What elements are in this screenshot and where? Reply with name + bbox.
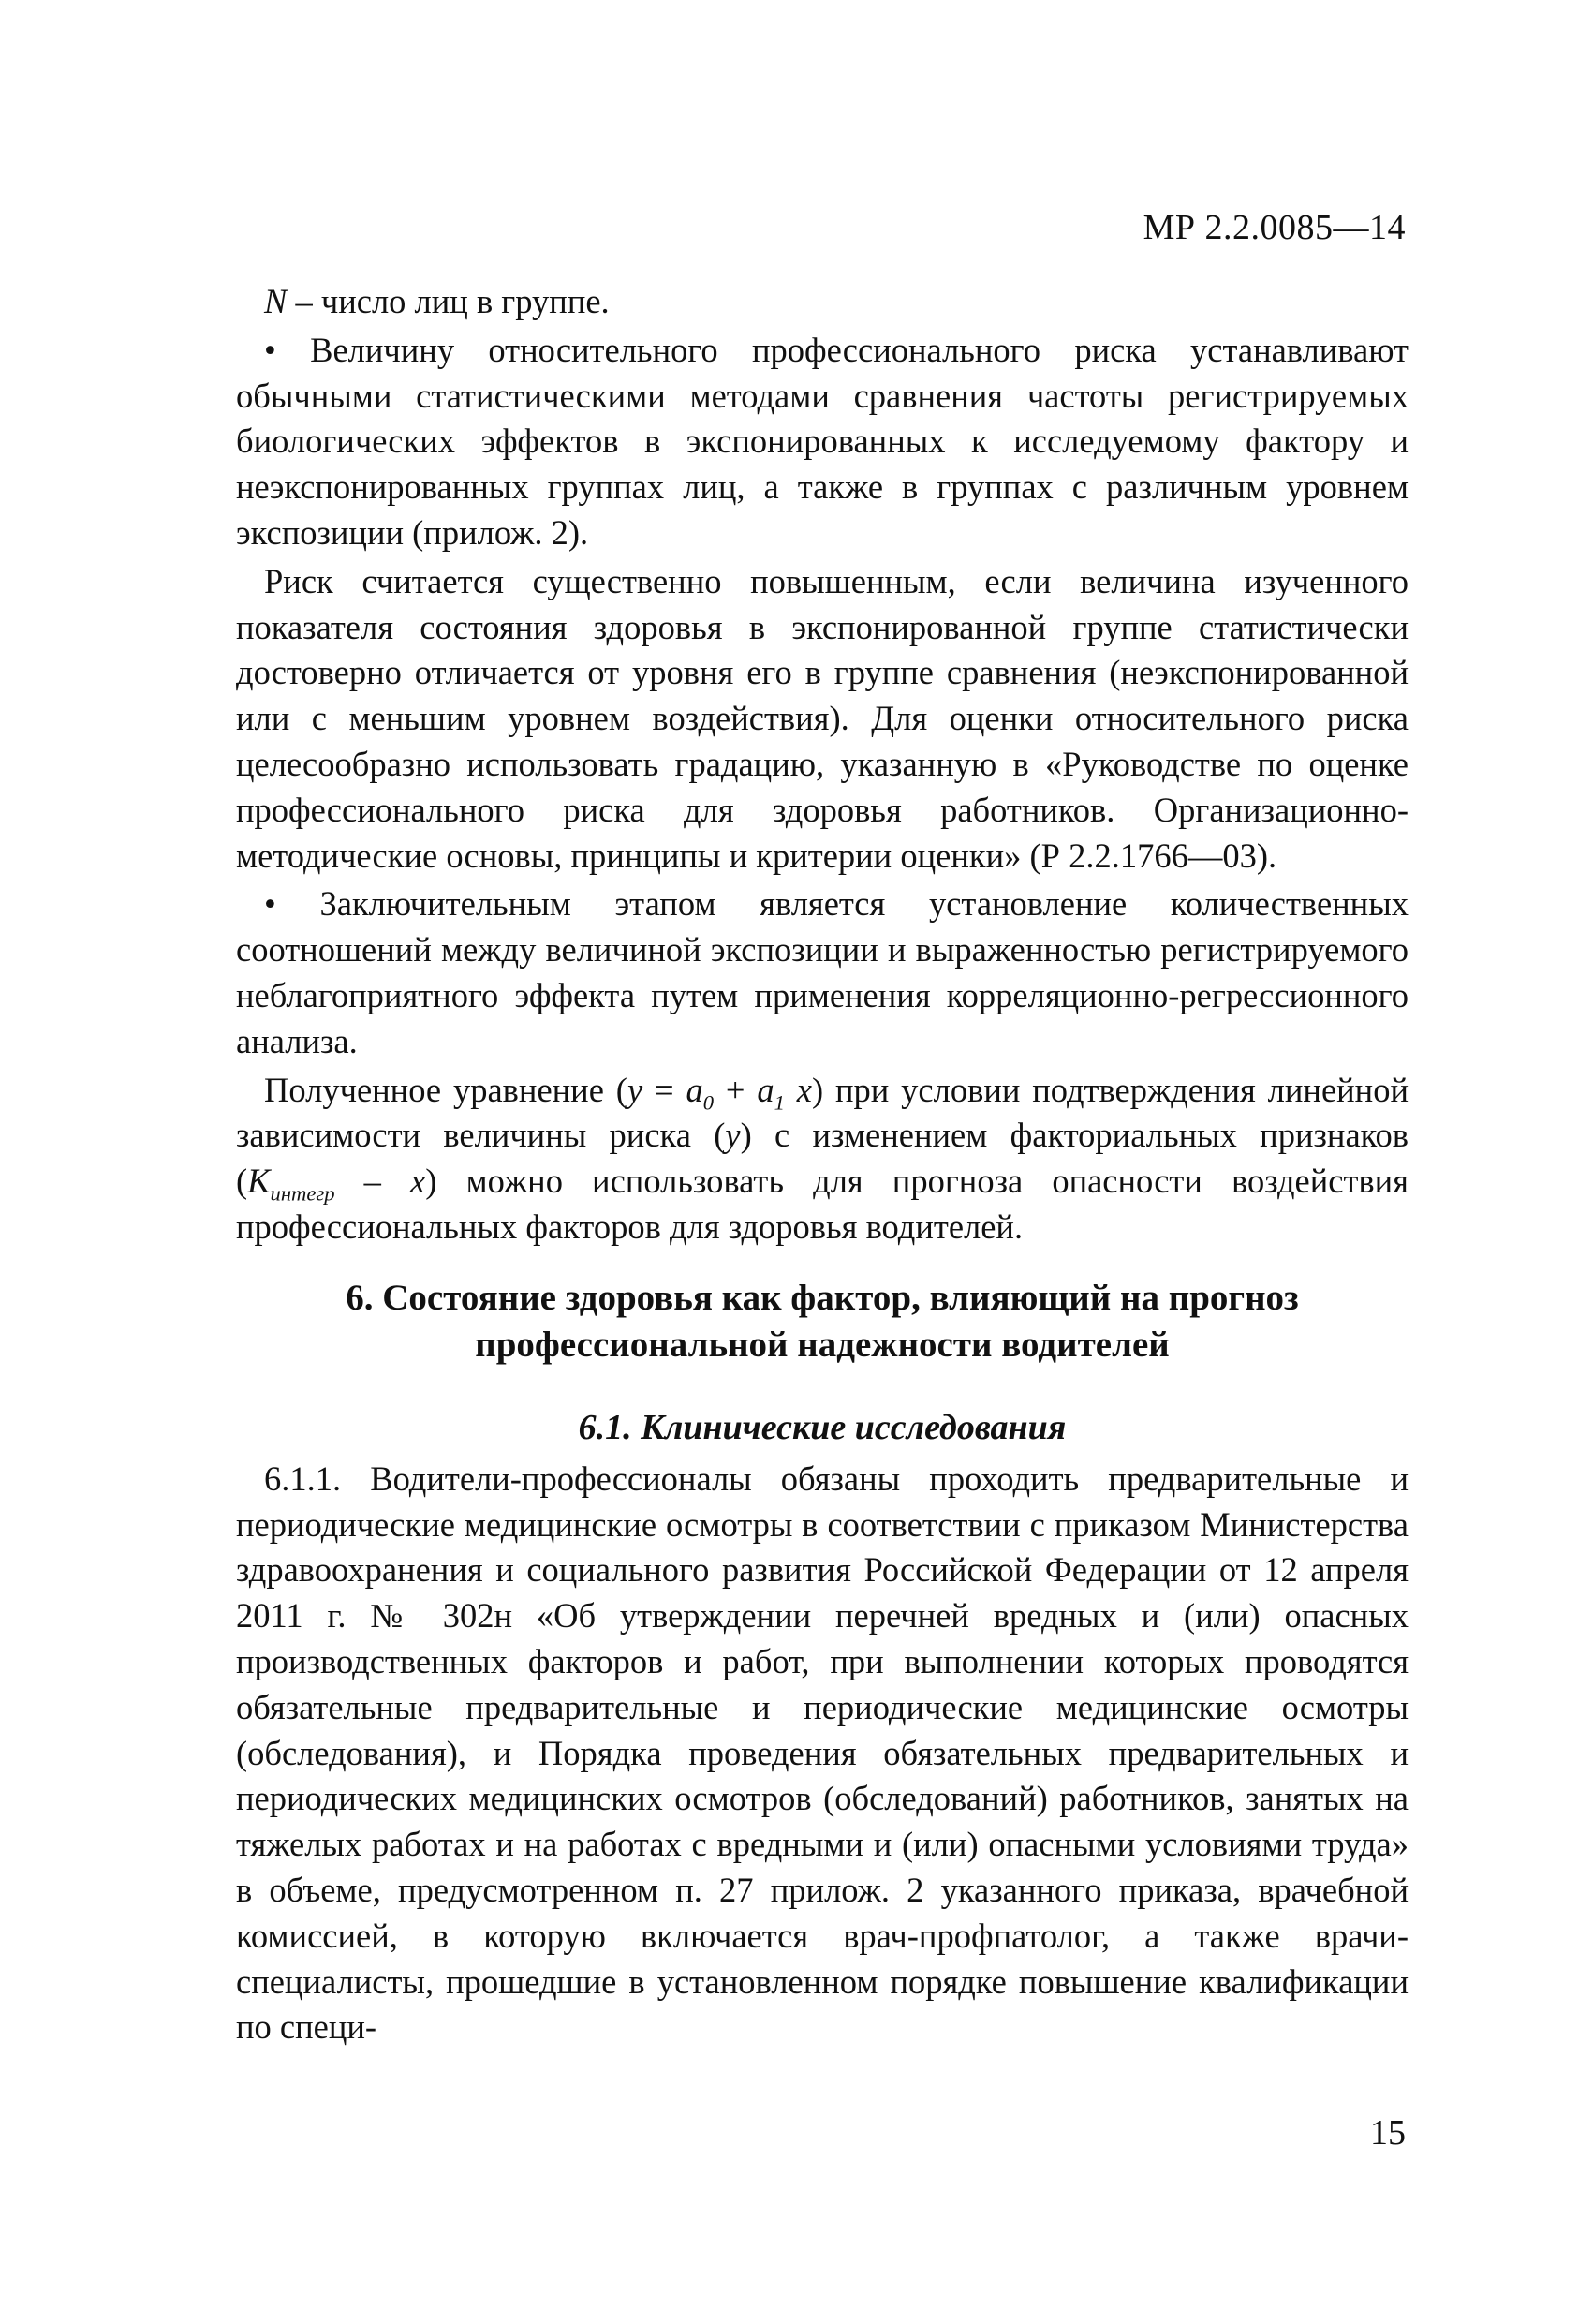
- equation-a1-subscript: 1: [774, 1089, 785, 1114]
- section-heading: [236, 1275, 1409, 1369]
- equation-usage-text: ) можно использовать для прогноза опасности воздействия профессиональных факторов для здоровья водителей.: [236, 1162, 1409, 1246]
- variable-k-subscript: интегр: [270, 1181, 335, 1206]
- page-number: 15: [1370, 2113, 1406, 2153]
- paragraph-final-stage: • Заключительным этапом является установление количественных соотношений между величиной экспозиции и выраженностью регистрируемого неблагоприятного эффекта путем применения корреляционно-регрессионного анализа.: [236, 884, 1409, 1060]
- k-dash: –: [334, 1162, 411, 1201]
- variable-k: K: [247, 1162, 271, 1201]
- equation-intro-text: Полученное уравнение (: [264, 1070, 627, 1109]
- equation-a1: a: [757, 1070, 774, 1109]
- paragraph-n-definition: [236, 279, 1409, 325]
- equation-plus: +: [714, 1070, 758, 1109]
- equation-x: x: [784, 1070, 812, 1109]
- subsection-heading: 6.1. Клинические исследования: [578, 1407, 1067, 1447]
- equation-a0-subscript: 0: [702, 1089, 715, 1114]
- equation-equals: =: [642, 1070, 686, 1109]
- equation-a0: a: [686, 1070, 703, 1109]
- equation-condition-text: ) при условии подтверждения линейной зависимости величины риска (: [236, 1070, 1409, 1155]
- equation-y: y: [627, 1070, 643, 1109]
- variable-x: x: [410, 1162, 426, 1201]
- paragraph-risk-increase: Риск считается существенно повышенным, если величина изученного показателя состояния здоровья в экспонированной группе статистически достоверно отличается от уровня его в группе сравнения (неэкспонированной или с меньшим уровнем воздействия). Для оценки относительного риска целесообразно использовать градацию, указанную в «Руководстве по оценке профессионального риска для здоровья работников. Организационно-методические основы, принципы и критерии оценки» (Р 2.2.1766—03).: [236, 561, 1409, 875]
- document-code: МР 2.2.0085—14: [1143, 208, 1406, 247]
- section-heading-line-1: 6. Состояние здоровья как фактор, влияющий на прогноз: [346, 1277, 1299, 1318]
- n-definition-text: – число лиц в группе.: [287, 282, 610, 320]
- risk-variable-y: y: [725, 1116, 741, 1155]
- section-heading-line-2: профессиональной надежности водителей: [475, 1324, 1170, 1365]
- paragraph-medical-exams: 6.1.1. Водители-профессионалы обязаны проходить предварительные и периодические медицинские осмотры в соответствии с приказом Министерства здравоохранения и социального развития Российской Федерации от 12 апреля 2011 г. № 302н «Об утверждении перечней вредных и (или) опасных производственных факторов и работ, при выполнении которых проводятся обязательные предварительные и периодические медицинские осмотры (обследования), и Порядка проведения обязательных предварительных и периодических медицинских осмотров (обследований) работников, занятых на тяжелых работах и на работах с вредными и (или) опасными условиями труда» в объеме, предусмотренном п. 27 прилож. 2 указанного приказа, врачебной комиссией, в которую включается врач-профпатолог, а также врачи-специалисты, прошедшие в установленном порядке повышение квалификации по специ-: [236, 1458, 1409, 2047]
- body-text: [236, 279, 1409, 2050]
- factor-signs-text: ) с изменением факториальных признаков (: [236, 1116, 1409, 1201]
- paragraph-relative-risk: • Величину относительного профессионального риска устанавливают обычными статистическими методами сравнения частоты регистрируемых биологических эффектов в экспонированных к исследуемому фактору и неэкспонированных группах лиц, а также в группах с различным уровнем экспозиции (прилож. 2).: [236, 330, 1409, 552]
- variable-n: N: [264, 282, 288, 320]
- paragraph-equation: [236, 1068, 1409, 1251]
